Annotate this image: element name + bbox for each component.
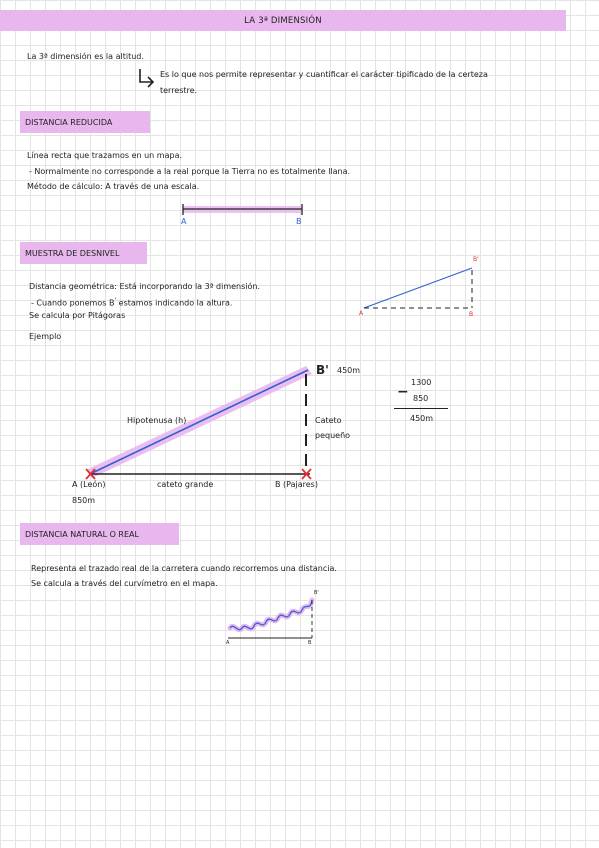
section-heading-muestra-desnivel — [20, 242, 147, 264]
curv-point-b-prime: B' — [314, 590, 319, 596]
cateto-pequeno-label-2: pequeño — [315, 431, 351, 440]
hypotenuse-label: Hipotenusa (h) — [127, 416, 187, 425]
calc-top: 1300 — [411, 378, 432, 387]
section2-line2: - Cuando ponemos B' estamos indicando la altura. — [31, 297, 233, 308]
curvimeter-diagram — [224, 590, 324, 646]
page-title: LA 3ª DIMENSIÓN — [244, 15, 322, 26]
height-value: 450m — [337, 366, 361, 375]
section1-line1: Línea recta que trazamos en un mapa. — [27, 151, 183, 160]
small-point-b: B — [469, 311, 474, 318]
point-a-leon: A (León) — [72, 480, 106, 489]
cateto-grande-label: cateto grande — [157, 480, 214, 489]
curv-point-a: A — [226, 640, 230, 646]
section3-line2: Se calcula a través del curvímetro en el mapa. — [31, 579, 218, 588]
section-heading-label: DISTANCIA NATURAL O REAL — [25, 529, 139, 539]
calc-mid: 850 — [413, 394, 429, 403]
small-point-a: A — [359, 310, 364, 317]
ejemplo-label: Ejemplo — [29, 332, 62, 341]
point-b-pajares: B (Pajares) — [275, 480, 318, 489]
small-point-b-prime: B' — [473, 256, 479, 263]
section-heading-distancia-natural — [20, 523, 179, 545]
intro-note-line2: terrestre. — [160, 86, 198, 95]
section2-line3: Se calcula por Pitágoras — [29, 311, 126, 320]
pythagoras-diagram — [84, 364, 324, 480]
intro-note-line1: Es lo que nos permite representar y cuantificar el carácter tipificado de la certeza — [160, 70, 488, 79]
section2-line2-start: - Cuando ponemos B — [31, 298, 115, 308]
point-a-label: A — [181, 217, 187, 226]
calc-minus: − — [397, 384, 409, 400]
calc-result: 450m — [410, 414, 434, 423]
section3-line1: Representa el trazado real de la carretera cuando recorremos una distancia. — [31, 564, 337, 573]
b-prime-label: B' — [316, 363, 329, 377]
section-heading-label: MUESTRA DE DESNIVEL — [25, 248, 120, 258]
section1-line2: - Normalmente no corresponde a la real porque la Tierra no es totalmente llana. — [29, 167, 351, 176]
calc-divider — [394, 408, 448, 409]
curv-point-b: B — [308, 640, 312, 646]
section2-line1: Distancia geométrica: Está incorporando la 3ª dimensión. — [29, 282, 261, 291]
section-heading-distancia-reducida — [20, 111, 150, 133]
point-b-label: B — [296, 217, 302, 226]
cateto-pequeno-label-1: Cateto — [315, 416, 342, 425]
scale-line-diagram — [180, 203, 310, 223]
section2-line2-end: estamos indicando la altura. — [118, 298, 233, 308]
page-title-band — [0, 10, 566, 31]
arrow-right-icon — [138, 68, 156, 88]
section1-line3: Método de cálculo: A través de una escala. — [27, 182, 200, 191]
section-heading-label: DISTANCIA REDUCIDA — [25, 117, 113, 127]
intro-line: La 3ª dimensión es la altitud. — [27, 52, 144, 61]
small-triangle-diagram — [360, 262, 480, 314]
point-a-altitude: 850m — [72, 496, 96, 505]
